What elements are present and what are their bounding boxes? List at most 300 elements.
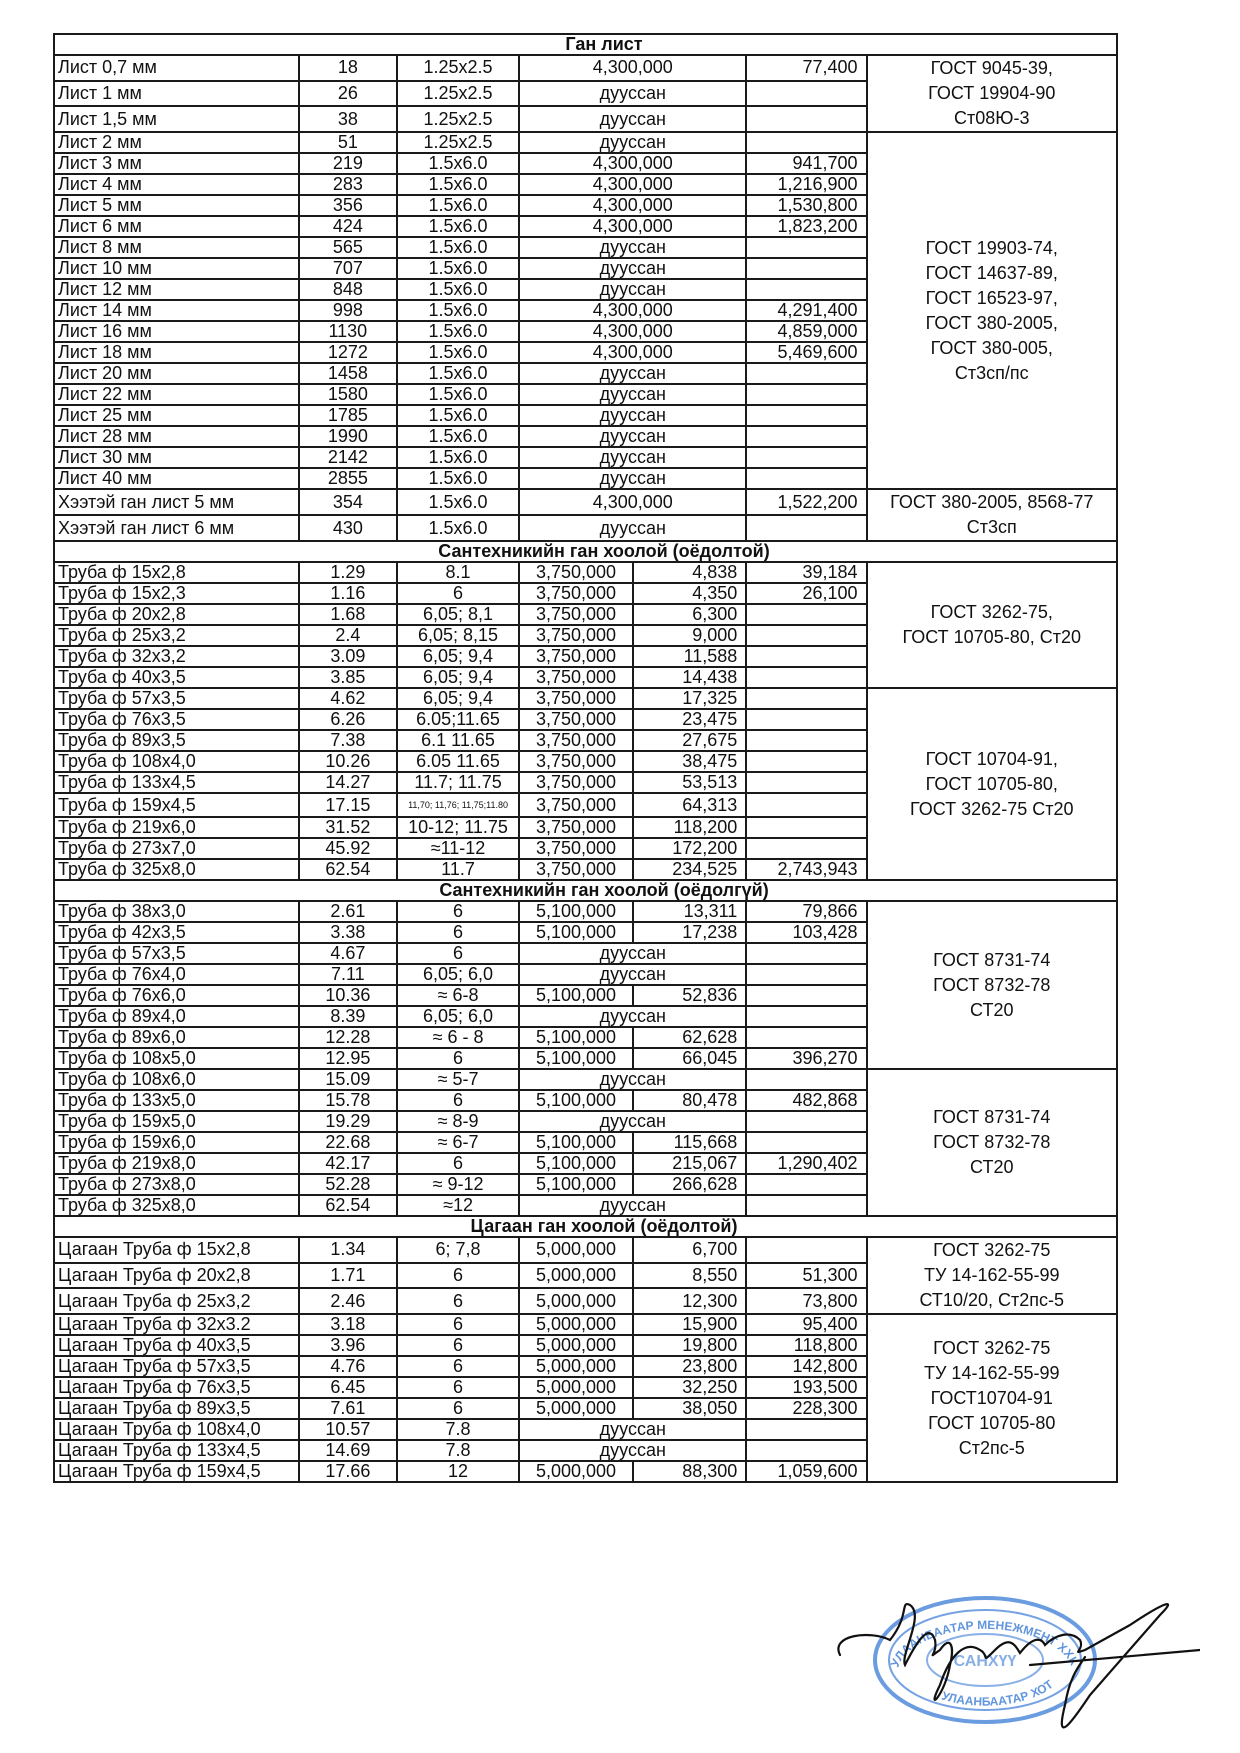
item-size: 1.5x6.0: [397, 279, 519, 300]
item-price: 4,300,000: [519, 195, 746, 216]
item-unit-price: 66,045: [633, 1048, 747, 1069]
item-price: дууссан: [519, 384, 746, 405]
item-weight: 2.46: [299, 1288, 397, 1314]
item-name: Лист 1,5 мм: [54, 106, 299, 132]
stamp-top-text: УЛААНБААТАР МЕНЕЖМЕНТ ХХК: [887, 1617, 1082, 1670]
item-name: Труба ф 25х3,2: [54, 625, 299, 646]
item-price: дууссан: [519, 426, 746, 447]
item-price: 4,300,000: [519, 216, 746, 237]
item-unit-price: 118,200: [633, 817, 747, 838]
item-name: Лист 40 мм: [54, 468, 299, 489]
item-price: 4,300,000: [519, 153, 746, 174]
item-length: 11.7: [397, 859, 519, 880]
item-size: 1.25x2.5: [397, 132, 519, 153]
item-unit-price: 17,238: [633, 922, 747, 943]
item-unit-price: 234,525: [633, 859, 747, 880]
item-weight: 51: [299, 132, 397, 153]
table-row: [54, 688, 1117, 709]
item-price: дууссан: [519, 943, 746, 964]
item-weight: 354: [299, 489, 397, 515]
item-size: 1.5x6.0: [397, 237, 519, 258]
item-weight: 3.09: [299, 646, 397, 667]
item-size: 1.5x6.0: [397, 489, 519, 515]
item-total: 396,270: [746, 1048, 866, 1069]
item-length: 6: [397, 1090, 519, 1111]
item-length: 6,05; 6,0: [397, 1006, 519, 1027]
item-size: 1.5x6.0: [397, 426, 519, 447]
item-name: Цагаан Труба ф 133х4,5: [54, 1440, 299, 1461]
item-unit-price: 19,800: [633, 1335, 747, 1356]
item-name: Лист 22 мм: [54, 384, 299, 405]
item-weight: 62.54: [299, 1195, 397, 1216]
item-length: 6: [397, 583, 519, 604]
item-unit-price: 6,300: [633, 604, 747, 625]
item-unit-price: 172,200: [633, 838, 747, 859]
item-weight: 2.61: [299, 901, 397, 922]
item-weight: 31.52: [299, 817, 397, 838]
item-name: Труба ф 32х3,2: [54, 646, 299, 667]
item-weight: 283: [299, 174, 397, 195]
item-name: Лист 28 мм: [54, 426, 299, 447]
item-price: 4,300,000: [519, 55, 746, 81]
section-title: Сантехникийн ган хоолой (оёдолтой): [54, 541, 1117, 562]
item-total: 2,743,943: [746, 859, 866, 880]
item-size: 1.5x6.0: [397, 468, 519, 489]
item-name: Лист 30 мм: [54, 447, 299, 468]
item-weight: 2855: [299, 468, 397, 489]
standard-spec: ГОСТ 8731-74 ГОСТ 8732-78 СТ20: [867, 901, 1117, 1069]
item-name: Труба ф 325х8,0: [54, 1195, 299, 1216]
item-weight: 26: [299, 81, 397, 107]
section-header-row: [54, 880, 1117, 901]
table-row: [54, 901, 1117, 922]
item-price: 3,750,000: [519, 688, 633, 709]
item-total: 73,800: [746, 1288, 866, 1314]
item-total: [746, 667, 866, 688]
item-total: [746, 943, 866, 964]
item-unit-price: 13,311: [633, 901, 747, 922]
price-list-table: [53, 33, 1118, 1483]
item-length: 6.05;11.65: [397, 709, 519, 730]
item-price: дууссан: [519, 1111, 746, 1132]
item-weight: 14.69: [299, 1440, 397, 1461]
item-price: 5,000,000: [519, 1461, 633, 1482]
item-price: дууссан: [519, 1419, 746, 1440]
item-length: 12: [397, 1461, 519, 1482]
item-length: 6: [397, 1335, 519, 1356]
item-length: 6.1 11.65: [397, 730, 519, 751]
item-price: дууссан: [519, 1195, 746, 1216]
item-total: 941,700: [746, 153, 866, 174]
standard-spec: ГОСТ 9045-39, ГОСТ 19904-90 Ст08Ю-3: [867, 55, 1117, 132]
standard-spec: ГОСТ 380-2005, 8568-77 Ст3сп: [867, 489, 1117, 541]
item-name: Цагаан Труба ф 40х3,5: [54, 1335, 299, 1356]
item-length: 11,70; 11,76; 11,75;11.80: [397, 793, 519, 817]
item-name: Цагаан Труба ф 76х3,5: [54, 1377, 299, 1398]
item-total: 39,184: [746, 562, 866, 583]
item-total: 4,859,000: [746, 321, 866, 342]
signature: [830, 1595, 1200, 1745]
item-length: 6,05; 6,0: [397, 964, 519, 985]
item-unit-price: 12,300: [633, 1288, 747, 1314]
item-weight: 1130: [299, 321, 397, 342]
item-name: Труба ф 76х3,5: [54, 709, 299, 730]
table-row: [54, 489, 1117, 515]
item-name: Лист 12 мм: [54, 279, 299, 300]
item-name: Труба ф 15х2,3: [54, 583, 299, 604]
item-price: 5,100,000: [519, 1090, 633, 1111]
item-weight: 6.45: [299, 1377, 397, 1398]
item-unit-price: 215,067: [633, 1153, 747, 1174]
section-header-row: [54, 1216, 1117, 1237]
item-weight: 2.4: [299, 625, 397, 646]
item-weight: 1.16: [299, 583, 397, 604]
item-total: [746, 1111, 866, 1132]
standard-spec: ГОСТ 8731-74 ГОСТ 8732-78 СТ20: [867, 1069, 1117, 1216]
item-price: 5,000,000: [519, 1263, 633, 1289]
item-price: 4,300,000: [519, 174, 746, 195]
item-total: [746, 1195, 866, 1216]
item-weight: 7.11: [299, 964, 397, 985]
item-weight: 4.67: [299, 943, 397, 964]
item-total: 1,530,800: [746, 195, 866, 216]
item-name: Труба ф 42х3,5: [54, 922, 299, 943]
standard-spec: ГОСТ 3262-75 ТУ 14-162-55-99 ГОСТ10704-91 ГОСТ 10705-80 Ст2пс-5: [867, 1314, 1117, 1482]
item-size: 1.5x6.0: [397, 195, 519, 216]
item-name: Труба ф 273х7,0: [54, 838, 299, 859]
table-row: [54, 1314, 1117, 1335]
stamp-center-text: САНХҮҮ: [953, 1653, 1017, 1670]
standard-spec: ГОСТ 19903-74, ГОСТ 14637-89, ГОСТ 16523-97, ГОСТ 380-2005, ГОСТ 380-005, Ст3сп/пс: [867, 132, 1117, 489]
item-price: 5,000,000: [519, 1398, 633, 1419]
item-name: Труба ф 40х3,5: [54, 667, 299, 688]
item-size: 1.5x6.0: [397, 384, 519, 405]
item-price: дууссан: [519, 405, 746, 426]
item-name: Труба ф 20х2,8: [54, 604, 299, 625]
item-total: 1,216,900: [746, 174, 866, 195]
item-price: 3,750,000: [519, 709, 633, 730]
item-unit-price: 266,628: [633, 1174, 747, 1195]
item-weight: 7.61: [299, 1398, 397, 1419]
item-price: 5,100,000: [519, 1048, 633, 1069]
item-weight: 1.34: [299, 1237, 397, 1263]
item-length: 6,05; 8,1: [397, 604, 519, 625]
item-price: 3,750,000: [519, 751, 633, 772]
item-name: Лист 10 мм: [54, 258, 299, 279]
item-size: 1.5x6.0: [397, 515, 519, 541]
item-total: [746, 730, 866, 751]
table-row: [54, 1237, 1117, 1263]
item-size: 1.5x6.0: [397, 321, 519, 342]
item-name: Труба ф 89х6,0: [54, 1027, 299, 1048]
stamp-bottom-text: УЛААНБААТАР ХОТ: [940, 1677, 1056, 1709]
item-weight: 42.17: [299, 1153, 397, 1174]
item-weight: 998: [299, 300, 397, 321]
item-length: 6: [397, 1356, 519, 1377]
item-total: 1,290,402: [746, 1153, 866, 1174]
item-total: [746, 1237, 866, 1263]
item-name: Труба ф 15х2,8: [54, 562, 299, 583]
item-name: Труба ф 219х8,0: [54, 1153, 299, 1174]
item-price: дууссан: [519, 515, 746, 541]
item-name: Лист 5 мм: [54, 195, 299, 216]
item-weight: 1580: [299, 384, 397, 405]
item-price: 5,100,000: [519, 1027, 633, 1048]
item-size: 1.25x2.5: [397, 106, 519, 132]
item-total: [746, 1069, 866, 1090]
item-price: 5,100,000: [519, 1153, 633, 1174]
item-price: 3,750,000: [519, 583, 633, 604]
item-size: 1.5x6.0: [397, 216, 519, 237]
item-weight: 1785: [299, 405, 397, 426]
item-price: 5,100,000: [519, 1132, 633, 1153]
item-total: [746, 106, 866, 132]
item-total: [746, 279, 866, 300]
item-total: [746, 447, 866, 468]
item-weight: 10.26: [299, 751, 397, 772]
item-total: 5,469,600: [746, 342, 866, 363]
item-name: Труба ф 76х4,0: [54, 964, 299, 985]
item-price: дууссан: [519, 468, 746, 489]
item-total: [746, 964, 866, 985]
section-header-row: [54, 34, 1117, 55]
item-total: [746, 405, 866, 426]
item-name: Лист 0,7 мм: [54, 55, 299, 81]
item-length: 6: [397, 943, 519, 964]
section-title: Цагаан ган хоолой (оёдолтой): [54, 1216, 1117, 1237]
item-total: 193,500: [746, 1377, 866, 1398]
item-total: [746, 838, 866, 859]
item-weight: 10.57: [299, 1419, 397, 1440]
item-total: [746, 793, 866, 817]
item-length: ≈ 5-7: [397, 1069, 519, 1090]
item-weight: 356: [299, 195, 397, 216]
item-weight: 19.29: [299, 1111, 397, 1132]
item-length: 6; 7,8: [397, 1237, 519, 1263]
item-total: [746, 1419, 866, 1440]
item-length: 6: [397, 1377, 519, 1398]
item-price: 3,750,000: [519, 817, 633, 838]
item-name: Лист 25 мм: [54, 405, 299, 426]
item-price: дууссан: [519, 447, 746, 468]
item-weight: 14.27: [299, 772, 397, 793]
item-unit-price: 38,475: [633, 751, 747, 772]
item-price: дууссан: [519, 1069, 746, 1090]
item-total: [746, 515, 866, 541]
item-name: Лист 6 мм: [54, 216, 299, 237]
item-weight: 1.68: [299, 604, 397, 625]
item-price: 3,750,000: [519, 838, 633, 859]
item-length: 7.8: [397, 1440, 519, 1461]
item-weight: 424: [299, 216, 397, 237]
section-header-row: [54, 541, 1117, 562]
item-price: 5,100,000: [519, 901, 633, 922]
item-price: 3,750,000: [519, 859, 633, 880]
item-length: 7.8: [397, 1419, 519, 1440]
item-total: [746, 1440, 866, 1461]
item-length: ≈ 8-9: [397, 1111, 519, 1132]
item-name: Труба ф 108х5,0: [54, 1048, 299, 1069]
item-name: Труба ф 108х6,0: [54, 1069, 299, 1090]
item-name: Хээтэй ган лист 5 мм: [54, 489, 299, 515]
item-total: 51,300: [746, 1263, 866, 1289]
item-total: 77,400: [746, 55, 866, 81]
item-length: 10-12; 11.75: [397, 817, 519, 838]
item-weight: 12.28: [299, 1027, 397, 1048]
item-unit-price: 80,478: [633, 1090, 747, 1111]
item-price: 3,750,000: [519, 772, 633, 793]
item-name: Труба ф 219х6,0: [54, 817, 299, 838]
item-price: 5,000,000: [519, 1314, 633, 1335]
item-weight: 1990: [299, 426, 397, 447]
item-size: 1.5x6.0: [397, 342, 519, 363]
item-total: [746, 985, 866, 1006]
item-weight: 1272: [299, 342, 397, 363]
item-total: 1,522,200: [746, 489, 866, 515]
item-price: дууссан: [519, 1006, 746, 1027]
item-name: Труба ф 76х6,0: [54, 985, 299, 1006]
item-price: дууссан: [519, 363, 746, 384]
item-total: 142,800: [746, 1356, 866, 1377]
item-total: [746, 81, 866, 107]
item-length: 6: [397, 1153, 519, 1174]
item-total: [746, 625, 866, 646]
item-name: Лист 2 мм: [54, 132, 299, 153]
item-total: [746, 1027, 866, 1048]
item-name: Труба ф 89х4,0: [54, 1006, 299, 1027]
table-row: [54, 55, 1117, 81]
item-size: 1.5x6.0: [397, 405, 519, 426]
item-total: 79,866: [746, 901, 866, 922]
item-name: Цагаан Труба ф 20х2,8: [54, 1263, 299, 1289]
section-title: Ган лист: [54, 34, 1117, 55]
item-weight: 219: [299, 153, 397, 174]
item-name: Цагаан Труба ф 15х2,8: [54, 1237, 299, 1263]
item-total: [746, 646, 866, 667]
item-total: [746, 1132, 866, 1153]
item-name: Труба ф 159х5,0: [54, 1111, 299, 1132]
item-total: 482,868: [746, 1090, 866, 1111]
item-total: [746, 772, 866, 793]
item-price: 3,750,000: [519, 646, 633, 667]
item-price: 4,300,000: [519, 321, 746, 342]
item-unit-price: 32,250: [633, 1377, 747, 1398]
item-name: Труба ф 38х3,0: [54, 901, 299, 922]
item-name: Труба ф 273х8,0: [54, 1174, 299, 1195]
item-weight: 15.09: [299, 1069, 397, 1090]
item-length: 6: [397, 1048, 519, 1069]
item-name: Труба ф 159х4,5: [54, 793, 299, 817]
item-price: 5,000,000: [519, 1288, 633, 1314]
item-price: 3,750,000: [519, 730, 633, 751]
item-unit-price: 53,513: [633, 772, 747, 793]
item-weight: 3.85: [299, 667, 397, 688]
item-unit-price: 8,550: [633, 1263, 747, 1289]
item-name: Труба ф 159х6,0: [54, 1132, 299, 1153]
item-price: 5,000,000: [519, 1335, 633, 1356]
item-total: [746, 426, 866, 447]
item-name: Лист 1 мм: [54, 81, 299, 107]
item-unit-price: 9,000: [633, 625, 747, 646]
item-length: 8.1: [397, 562, 519, 583]
item-price: 3,750,000: [519, 793, 633, 817]
item-weight: 4.76: [299, 1356, 397, 1377]
item-name: Лист 20 мм: [54, 363, 299, 384]
item-total: 26,100: [746, 583, 866, 604]
item-price: 5,100,000: [519, 1174, 633, 1195]
item-weight: 15.78: [299, 1090, 397, 1111]
item-unit-price: 23,475: [633, 709, 747, 730]
item-length: 6: [397, 922, 519, 943]
item-size: 1.5x6.0: [397, 300, 519, 321]
item-total: [746, 709, 866, 730]
item-weight: 3.18: [299, 1314, 397, 1335]
item-weight: 3.96: [299, 1335, 397, 1356]
item-unit-price: 23,800: [633, 1356, 747, 1377]
item-unit-price: 14,438: [633, 667, 747, 688]
item-unit-price: 64,313: [633, 793, 747, 817]
item-name: Цагаан Труба ф 32х3.2: [54, 1314, 299, 1335]
item-size: 1.5x6.0: [397, 258, 519, 279]
item-name: Лист 18 мм: [54, 342, 299, 363]
item-weight: 18: [299, 55, 397, 81]
item-unit-price: 52,836: [633, 985, 747, 1006]
item-total: 95,400: [746, 1314, 866, 1335]
item-price: дууссан: [519, 81, 746, 107]
item-weight: 7.38: [299, 730, 397, 751]
item-weight: 45.92: [299, 838, 397, 859]
item-weight: 4.62: [299, 688, 397, 709]
item-price: 5,000,000: [519, 1377, 633, 1398]
item-name: Хээтэй ган лист 6 мм: [54, 515, 299, 541]
table-row: [54, 1069, 1117, 1090]
item-length: ≈11-12: [397, 838, 519, 859]
item-total: 1,059,600: [746, 1461, 866, 1482]
item-price: 3,750,000: [519, 625, 633, 646]
item-total: [746, 384, 866, 405]
item-total: [746, 132, 866, 153]
item-unit-price: 62,628: [633, 1027, 747, 1048]
item-length: 6: [397, 901, 519, 922]
item-total: [746, 751, 866, 772]
item-size: 1.5x6.0: [397, 174, 519, 195]
item-length: 6,05; 9,4: [397, 667, 519, 688]
item-total: 103,428: [746, 922, 866, 943]
item-length: ≈ 9-12: [397, 1174, 519, 1195]
item-price: дууссан: [519, 279, 746, 300]
item-total: 4,291,400: [746, 300, 866, 321]
item-name: Труба ф 108х4,0: [54, 751, 299, 772]
item-price: дууссан: [519, 106, 746, 132]
item-unit-price: 38,050: [633, 1398, 747, 1419]
item-size: 1.5x6.0: [397, 363, 519, 384]
standard-spec: ГОСТ 3262-75, ГОСТ 10705-80, Ст20: [867, 562, 1117, 688]
section-title: Сантехникийн ган хоолой (оёдолгүй): [54, 880, 1117, 901]
item-length: ≈ 6 - 8: [397, 1027, 519, 1048]
item-weight: 17.15: [299, 793, 397, 817]
item-length: 6: [397, 1314, 519, 1335]
item-price: 3,750,000: [519, 562, 633, 583]
item-size: 1.5x6.0: [397, 153, 519, 174]
item-weight: 430: [299, 515, 397, 541]
item-name: Лист 8 мм: [54, 237, 299, 258]
item-price: 4,300,000: [519, 489, 746, 515]
item-length: 6,05; 9,4: [397, 646, 519, 667]
item-length: 6: [397, 1398, 519, 1419]
item-weight: 12.95: [299, 1048, 397, 1069]
item-unit-price: 15,900: [633, 1314, 747, 1335]
item-name: Цагаан Труба ф 89х3,5: [54, 1398, 299, 1419]
